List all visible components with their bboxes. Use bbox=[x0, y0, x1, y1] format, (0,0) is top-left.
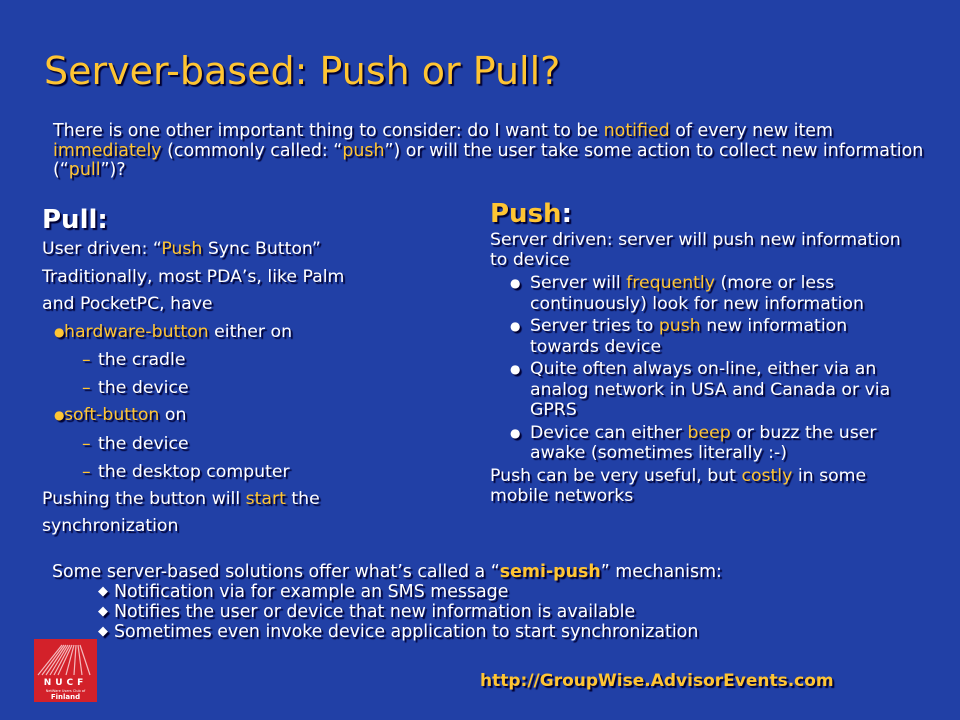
pull-line-traditionally: Traditionally, most PDA’s, like Palm bbox=[42, 266, 345, 287]
bullet-dot-icon: ● bbox=[54, 324, 65, 339]
pull-heading-text: Pull bbox=[42, 205, 98, 235]
intro-text: (commonly called: “ bbox=[161, 140, 343, 161]
diamond-bullet-icon: ◆ bbox=[98, 584, 108, 599]
bullet-dot-icon: ● bbox=[510, 276, 521, 290]
intro-text: There is one other important thing to consider: do I want to be bbox=[53, 121, 604, 141]
text: on bbox=[159, 405, 187, 425]
pull-line-user-driven bbox=[42, 236, 462, 264]
push-bullet-list bbox=[490, 273, 920, 464]
text: Notifies the user or device that new information is available bbox=[114, 602, 636, 622]
highlight-semi-push: semi-push bbox=[499, 562, 601, 582]
intro-text: ”)? bbox=[100, 160, 126, 180]
text: Server tries to bbox=[530, 316, 659, 336]
highlight: Push bbox=[161, 239, 203, 259]
text: new information towards device bbox=[530, 316, 848, 357]
text: Server will bbox=[530, 273, 627, 293]
pull-line-pushing bbox=[42, 486, 462, 514]
text: the device bbox=[98, 378, 189, 398]
text: the device bbox=[98, 433, 189, 454]
intro-highlight-pull: pull bbox=[68, 160, 101, 180]
pull-heading bbox=[42, 204, 462, 236]
text: in some mobile networks bbox=[490, 465, 867, 506]
text: the cradle bbox=[98, 350, 186, 370]
text: User driven: “ bbox=[42, 239, 162, 259]
logo-country: Finland bbox=[50, 693, 81, 701]
text: Some server-based solutions offer what’s called a “ bbox=[52, 562, 500, 582]
logo-letters: NUCF bbox=[43, 678, 88, 688]
dash-icon: – bbox=[82, 461, 91, 482]
text: Notification via for example an SMS message bbox=[114, 582, 509, 602]
text: Sometimes even invoke device application to start synchronization bbox=[114, 622, 699, 642]
push-heading-colon: : bbox=[561, 199, 572, 229]
dash-icon: – bbox=[82, 378, 91, 398]
text: either on bbox=[208, 321, 293, 342]
bullet-dot-icon: ● bbox=[510, 319, 521, 333]
text: (more or less continuously) look for new information bbox=[530, 273, 864, 314]
push-column bbox=[490, 198, 920, 506]
bullet-dot-icon: ● bbox=[510, 425, 521, 440]
text: the bbox=[285, 488, 320, 509]
text: or buzz the user awake (sometimes literally :-) bbox=[530, 422, 877, 463]
nucf-logo bbox=[34, 639, 97, 702]
text: Pushing the button will bbox=[42, 488, 246, 509]
pull-sub-item bbox=[42, 430, 462, 458]
push-bullet-push bbox=[490, 316, 920, 357]
intro-highlight-immediately: immediately bbox=[53, 140, 162, 161]
event-url[interactable]: http://GroupWise.AdvisorEvents.com bbox=[480, 671, 834, 691]
pull-line-pocketpc: and PocketPC, have bbox=[42, 294, 213, 314]
text: the desktop computer bbox=[98, 461, 290, 482]
highlight: start bbox=[245, 488, 286, 509]
highlight: soft-button bbox=[64, 405, 160, 425]
intro-highlight-push: push bbox=[342, 140, 385, 161]
highlight: frequently bbox=[626, 273, 715, 293]
text: Sync Button” bbox=[202, 239, 321, 259]
text: Device can either bbox=[530, 422, 688, 443]
diamond-bullet-icon: ◆ bbox=[98, 604, 108, 619]
intro-paragraph bbox=[53, 122, 933, 181]
pull-sub-item bbox=[42, 374, 462, 402]
push-bullet-beep bbox=[490, 423, 920, 464]
dash-icon: – bbox=[82, 350, 91, 370]
pull-bullet-hardware bbox=[42, 319, 462, 347]
text: Push can be very useful, but bbox=[490, 465, 742, 486]
push-line-server-driven: Server driven: server will push new information to device bbox=[490, 230, 901, 270]
highlight: hardware-button bbox=[64, 321, 209, 342]
text: Quite often always on-line, either via an analog network in USA and Canada or via GPRS bbox=[530, 359, 891, 420]
slide-title: Server-based: Push or Pull? bbox=[44, 49, 561, 93]
pull-sub-item bbox=[42, 458, 462, 486]
semi-push-item bbox=[52, 582, 932, 602]
text: ” mechanism: bbox=[600, 562, 722, 582]
semi-push-item bbox=[52, 622, 932, 642]
semi-push-section bbox=[52, 562, 932, 642]
highlight: costly bbox=[741, 465, 793, 486]
pull-sub-item bbox=[42, 346, 462, 374]
logo-org: NetWare Users Club of bbox=[45, 689, 86, 693]
diamond-bullet-icon: ◆ bbox=[98, 624, 108, 639]
intro-highlight-notified: notified bbox=[603, 121, 670, 141]
push-bullet-online bbox=[490, 359, 920, 421]
bullet-dot-icon: ● bbox=[54, 408, 65, 422]
push-line-costly bbox=[490, 466, 920, 506]
highlight: push bbox=[658, 316, 701, 336]
semi-push-intro bbox=[52, 562, 932, 582]
pull-line-synchronization: synchronization bbox=[42, 516, 179, 536]
intro-text: ”) or will the user take some action to collect new information (“ bbox=[53, 140, 924, 180]
pull-column bbox=[42, 204, 462, 541]
semi-push-item bbox=[52, 602, 932, 622]
highlight: beep bbox=[687, 422, 731, 443]
dash-icon: – bbox=[82, 433, 91, 454]
push-heading-text: Push bbox=[490, 199, 562, 229]
bullet-dot-icon: ● bbox=[510, 362, 521, 376]
intro-text: of every new item bbox=[669, 121, 833, 141]
pull-heading-colon: : bbox=[97, 205, 108, 235]
push-bullet-frequently bbox=[490, 273, 920, 314]
push-heading bbox=[490, 198, 920, 230]
pull-bullet-soft bbox=[42, 402, 462, 430]
